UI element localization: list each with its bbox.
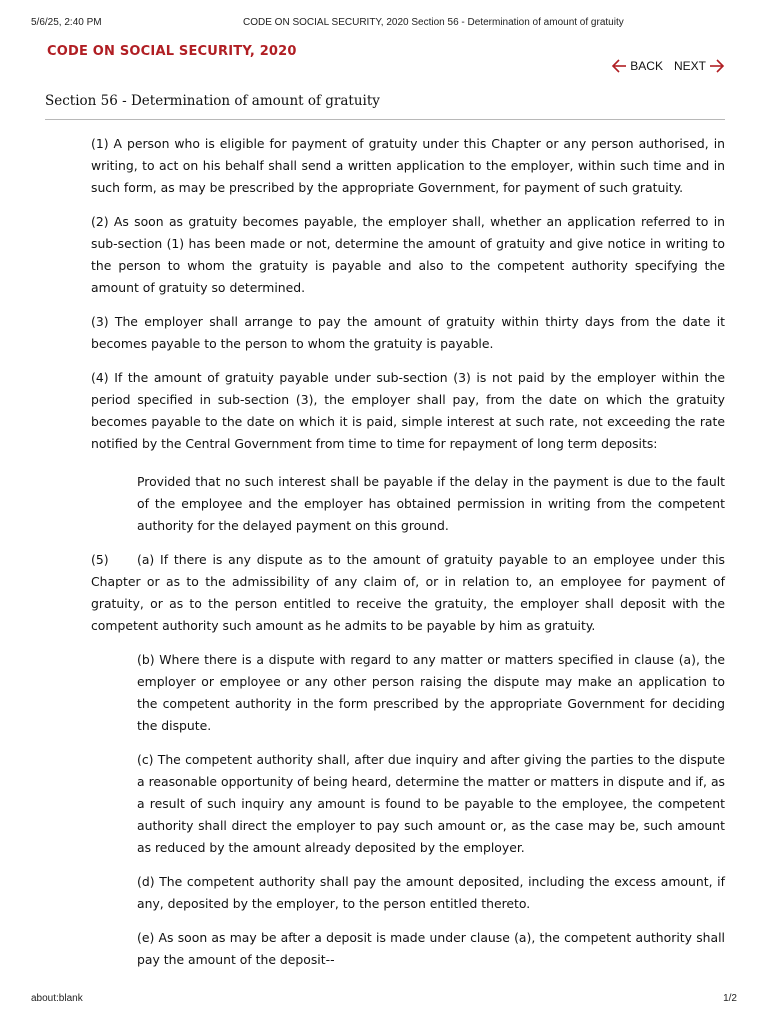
subsection-5a: [91, 549, 725, 637]
section-divider: [45, 119, 725, 120]
subsection-1: (1) A person who is eligible for payment of gratuity under this Chapter or any person authorised, in writing, to act on his behalf shall send a written application to the employer, within such time and in such form, as may be prescribed by the appropriate Government, for payment of such gratuity.: [91, 136, 725, 195]
print-datetime: 5/6/25, 2:40 PM: [31, 17, 102, 28]
subsection-3: (3) The employer shall arrange to pay the amount of gratuity within thirty days from the date it becomes payable to the person to whom the gratuity is payable.: [91, 314, 725, 351]
back-button[interactable]: [611, 59, 663, 73]
subsection-4: (4) If the amount of gratuity payable under sub-section (3) is not paid by the employer within the period specified in sub-section (3), the employer shall pay, from the date on which the gratuity becomes payable to the date on which it is paid, simple interest at such rate, not exceeding the rate notified by the Central Government from time to time for repayment of long term deposits:: [91, 370, 725, 451]
print-url: about:blank: [31, 993, 83, 1004]
page-number: 1/2: [723, 993, 737, 1004]
clause-5d: (d) The competent authority shall pay the amount deposited, including the excess amount, if any, deposited by the employer, to the person entitled thereto.: [137, 874, 725, 911]
print-header: [31, 17, 737, 31]
arrow-right-icon: [709, 59, 725, 73]
clause-5a-text: (a) If there is any dispute as to the amount of gratuity payable to an employee under this Chapter or as to the admissibility of any claim of, or in relation to, an employee for payment of gratuity, or as to the person entitled to receive the gratuity, the employer shall deposit with the competent authority such amount as he admits to be payable by him as gratuity.: [91, 552, 725, 633]
subsection-5-number: (5): [91, 552, 109, 567]
clause-5c: (c) The competent authority shall, after due inquiry and after giving the parties to the dispute a reasonable opportunity of being heard, determine the matter or matters in dispute and if, as a result of such inquiry any amount is found to be payable to the employee, the competent authority shall direct the employer to pay such amount or, as the case may be, such amount as reduced by the amount already deposited by the employer.: [137, 752, 725, 855]
section-body: [91, 133, 725, 983]
arrow-left-icon: [611, 59, 627, 73]
next-button[interactable]: [674, 59, 725, 73]
print-footer: [31, 993, 737, 1007]
section-navigation: [611, 57, 725, 75]
clause-5e: (e) As soon as may be after a deposit is made under clause (a), the competent authority shall pay the amount of the deposit--: [137, 930, 725, 967]
subsection-4-proviso: Provided that no such interest shall be payable if the delay in the payment is due to the fault of the employee and the employer has obtained permission in writing from the competent authority for the delayed payment on this ground.: [137, 474, 725, 533]
section-heading: Section 56 - Determination of amount of gratuity: [45, 93, 380, 109]
subsection-2: (2) As soon as gratuity becomes payable, the employer shall, whether an application referred to in sub-section (1) has been made or not, determine the amount of gratuity and give notice in writing to the person to whom the gratuity is payable and also to the competent authority specifying the amount of gratuity so determined.: [91, 214, 725, 295]
clause-5b: (b) Where there is a dispute with regard to any matter or matters specified in clause (a), the employer or employee or any other person raising the dispute may make an application to the competent authority in the form prescribed by the appropriate Government for deciding the dispute.: [137, 652, 725, 733]
document-title: CODE ON SOCIAL SECURITY, 2020: [47, 44, 297, 59]
back-label: BACK: [630, 59, 663, 73]
print-page-title: CODE ON SOCIAL SECURITY, 2020 Section 56 - Determination of amount of gratuity: [243, 17, 624, 28]
next-label: NEXT: [673, 59, 706, 73]
